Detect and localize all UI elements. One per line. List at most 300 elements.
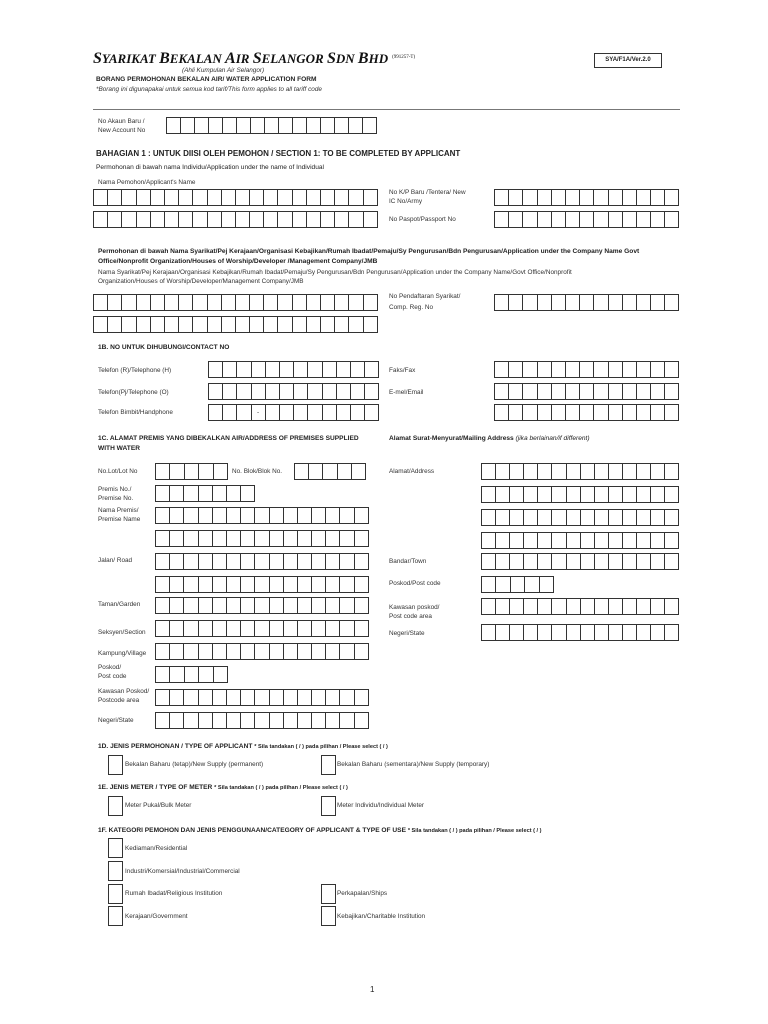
char-cell[interactable]: [298, 576, 312, 593]
char-cell[interactable]: [156, 712, 170, 729]
premise-no-boxes[interactable]: [155, 485, 255, 502]
char-cell[interactable]: [307, 294, 321, 311]
char-cell[interactable]: [284, 712, 298, 729]
char-cell[interactable]: [651, 553, 665, 570]
char-cell[interactable]: [651, 509, 665, 526]
char-cell[interactable]: [266, 361, 280, 378]
char-cell[interactable]: [665, 624, 679, 641]
char-cell[interactable]: [524, 509, 538, 526]
char-cell[interactable]: [199, 463, 213, 480]
char-cell[interactable]: [495, 404, 509, 421]
char-cell[interactable]: [495, 211, 509, 228]
char-cell[interactable]: [321, 117, 335, 134]
char-cell[interactable]: [496, 532, 510, 549]
section-row-1[interactable]: [155, 620, 369, 637]
char-cell[interactable]: [270, 507, 284, 524]
char-cell[interactable]: [609, 404, 623, 421]
char-cell[interactable]: [279, 117, 293, 134]
char-cell[interactable]: [250, 211, 264, 228]
char-cell[interactable]: [651, 383, 665, 400]
char-cell[interactable]: [594, 383, 608, 400]
char-cell[interactable]: [326, 597, 340, 614]
char-cell[interactable]: [510, 598, 524, 615]
char-cell[interactable]: [280, 361, 294, 378]
char-cell[interactable]: [340, 643, 354, 660]
tel-home-boxes[interactable]: [208, 361, 379, 378]
char-cell[interactable]: [137, 294, 151, 311]
char-cell[interactable]: [496, 553, 510, 570]
char-cell[interactable]: [184, 712, 198, 729]
char-cell[interactable]: [321, 189, 335, 206]
char-cell[interactable]: [293, 294, 307, 311]
char-cell[interactable]: [255, 643, 269, 660]
char-cell[interactable]: [294, 361, 308, 378]
char-cell[interactable]: [340, 507, 354, 524]
char-cell[interactable]: [264, 189, 278, 206]
char-cell[interactable]: [665, 532, 679, 549]
char-cell[interactable]: [482, 624, 496, 641]
email-row-2[interactable]: [494, 404, 679, 421]
char-cell[interactable]: [637, 532, 651, 549]
char-cell[interactable]: [364, 211, 378, 228]
char-cell[interactable]: [151, 316, 165, 333]
char-cell[interactable]: [594, 211, 608, 228]
char-cell[interactable]: [637, 189, 651, 206]
ic-no-boxes[interactable]: [494, 189, 679, 206]
char-cell[interactable]: [308, 404, 322, 421]
char-cell[interactable]: [651, 404, 665, 421]
char-cell[interactable]: [295, 463, 309, 480]
char-cell[interactable]: [566, 404, 580, 421]
mailing-address-row-1[interactable]: [481, 463, 679, 480]
email-row-1[interactable]: [494, 383, 679, 400]
char-cell[interactable]: [137, 316, 151, 333]
char-cell[interactable]: [326, 576, 340, 593]
char-cell[interactable]: [509, 361, 523, 378]
char-cell[interactable]: [623, 509, 637, 526]
char-cell[interactable]: [236, 294, 250, 311]
individual-meter-checkbox[interactable]: [321, 796, 336, 816]
char-cell[interactable]: [335, 117, 349, 134]
char-cell[interactable]: [637, 294, 651, 311]
char-cell[interactable]: [665, 361, 679, 378]
char-cell[interactable]: [637, 211, 651, 228]
char-cell[interactable]: [580, 294, 594, 311]
char-cell[interactable]: [294, 404, 308, 421]
char-cell[interactable]: [199, 553, 213, 570]
char-cell[interactable]: [270, 643, 284, 660]
char-cell[interactable]: [284, 620, 298, 637]
char-cell[interactable]: [580, 361, 594, 378]
char-cell[interactable]: [278, 211, 292, 228]
lot-no-boxes[interactable]: [155, 463, 228, 480]
char-cell[interactable]: [595, 553, 609, 570]
char-cell[interactable]: [623, 486, 637, 503]
char-cell[interactable]: [241, 507, 255, 524]
char-cell[interactable]: [156, 643, 170, 660]
char-cell[interactable]: [482, 553, 496, 570]
char-cell[interactable]: [338, 463, 352, 480]
char-cell[interactable]: [637, 598, 651, 615]
char-cell[interactable]: [351, 383, 365, 400]
char-cell[interactable]: [241, 620, 255, 637]
char-cell[interactable]: [538, 598, 552, 615]
mailing-address-row-2[interactable]: [481, 486, 679, 503]
char-cell[interactable]: [495, 294, 509, 311]
char-cell[interactable]: [184, 576, 198, 593]
char-cell[interactable]: [580, 404, 594, 421]
char-cell[interactable]: [179, 316, 193, 333]
char-cell[interactable]: [227, 620, 241, 637]
char-cell[interactable]: [278, 316, 292, 333]
char-cell[interactable]: [623, 624, 637, 641]
char-cell[interactable]: [552, 486, 566, 503]
char-cell[interactable]: [510, 509, 524, 526]
char-cell[interactable]: [335, 211, 349, 228]
char-cell[interactable]: [293, 316, 307, 333]
char-cell[interactable]: [326, 712, 340, 729]
char-cell[interactable]: [222, 316, 236, 333]
postcode-area-boxes[interactable]: [155, 689, 369, 706]
char-cell[interactable]: [496, 598, 510, 615]
char-cell[interactable]: [298, 530, 312, 547]
char-cell[interactable]: [538, 383, 552, 400]
road-row-1[interactable]: [155, 553, 369, 570]
char-cell[interactable]: [326, 553, 340, 570]
char-cell[interactable]: [308, 361, 322, 378]
char-cell[interactable]: [364, 189, 378, 206]
char-cell[interactable]: [609, 294, 623, 311]
char-cell[interactable]: [321, 211, 335, 228]
char-cell[interactable]: [108, 294, 122, 311]
char-cell[interactable]: [184, 507, 198, 524]
char-cell[interactable]: [312, 689, 326, 706]
char-cell[interactable]: [193, 189, 207, 206]
mailing-town-boxes[interactable]: [481, 553, 679, 570]
char-cell[interactable]: [236, 316, 250, 333]
char-cell[interactable]: [270, 620, 284, 637]
char-cell[interactable]: [255, 507, 269, 524]
char-cell[interactable]: [179, 211, 193, 228]
char-cell[interactable]: [665, 598, 679, 615]
char-cell[interactable]: [523, 189, 537, 206]
char-cell[interactable]: [349, 316, 363, 333]
char-cell[interactable]: [552, 553, 566, 570]
char-cell[interactable]: [227, 530, 241, 547]
char-cell[interactable]: [208, 211, 222, 228]
char-cell[interactable]: [241, 553, 255, 570]
char-cell[interactable]: [496, 624, 510, 641]
ships-checkbox[interactable]: [321, 884, 336, 904]
char-cell[interactable]: [213, 597, 227, 614]
char-cell[interactable]: [665, 509, 679, 526]
char-cell[interactable]: [181, 117, 195, 134]
premise-name-row-1[interactable]: [155, 507, 369, 524]
char-cell[interactable]: [538, 553, 552, 570]
char-cell[interactable]: [509, 294, 523, 311]
char-cell[interactable]: [637, 624, 651, 641]
char-cell[interactable]: [340, 576, 354, 593]
char-cell[interactable]: [637, 383, 651, 400]
char-cell[interactable]: [193, 294, 207, 311]
char-cell[interactable]: [255, 712, 269, 729]
char-cell[interactable]: [349, 211, 363, 228]
mailing-address-row-3[interactable]: [481, 509, 679, 526]
char-cell[interactable]: [340, 553, 354, 570]
char-cell[interactable]: [208, 316, 222, 333]
char-cell[interactable]: [237, 383, 251, 400]
char-cell[interactable]: [365, 383, 379, 400]
char-cell[interactable]: [524, 553, 538, 570]
char-cell[interactable]: [255, 576, 269, 593]
char-cell[interactable]: [510, 486, 524, 503]
char-cell[interactable]: [665, 553, 679, 570]
char-cell[interactable]: [524, 624, 538, 641]
char-cell[interactable]: [312, 576, 326, 593]
char-cell[interactable]: [156, 576, 170, 593]
char-cell[interactable]: [199, 666, 213, 683]
char-cell[interactable]: [340, 689, 354, 706]
char-cell[interactable]: [237, 404, 251, 421]
char-cell[interactable]: [594, 294, 608, 311]
char-cell[interactable]: [623, 598, 637, 615]
char-cell[interactable]: [94, 189, 108, 206]
char-cell[interactable]: [567, 553, 581, 570]
applicant-name-row-2[interactable]: [93, 211, 378, 228]
char-cell[interactable]: [538, 361, 552, 378]
char-cell[interactable]: [199, 576, 213, 593]
char-cell[interactable]: [637, 463, 651, 480]
char-cell[interactable]: [365, 404, 379, 421]
char-cell[interactable]: [538, 463, 552, 480]
char-cell[interactable]: [326, 643, 340, 660]
char-cell[interactable]: [340, 597, 354, 614]
char-cell[interactable]: [156, 689, 170, 706]
char-cell[interactable]: [323, 463, 337, 480]
handphone-boxes[interactable]: [208, 404, 379, 421]
char-cell[interactable]: [284, 553, 298, 570]
char-cell[interactable]: [223, 383, 237, 400]
char-cell[interactable]: [108, 316, 122, 333]
char-cell[interactable]: [284, 689, 298, 706]
char-cell[interactable]: [255, 530, 269, 547]
char-cell[interactable]: [595, 624, 609, 641]
char-cell[interactable]: [623, 189, 637, 206]
mailing-area-boxes[interactable]: [481, 598, 679, 615]
char-cell[interactable]: [170, 643, 184, 660]
char-cell[interactable]: [307, 117, 321, 134]
char-cell[interactable]: [236, 189, 250, 206]
char-cell[interactable]: [665, 463, 679, 480]
char-cell[interactable]: [326, 689, 340, 706]
char-cell[interactable]: [307, 189, 321, 206]
char-cell[interactable]: [609, 463, 623, 480]
char-cell[interactable]: [156, 530, 170, 547]
char-cell[interactable]: [323, 361, 337, 378]
char-cell[interactable]: [309, 463, 323, 480]
char-cell[interactable]: [495, 189, 509, 206]
char-cell[interactable]: [108, 189, 122, 206]
char-cell[interactable]: [170, 463, 184, 480]
char-cell[interactable]: [122, 294, 136, 311]
char-cell[interactable]: [623, 404, 637, 421]
charitable-checkbox[interactable]: [321, 906, 336, 926]
char-cell[interactable]: [623, 553, 637, 570]
char-cell[interactable]: [509, 383, 523, 400]
char-cell[interactable]: [241, 643, 255, 660]
char-cell[interactable]: [321, 294, 335, 311]
residential-checkbox[interactable]: [108, 838, 123, 858]
char-cell[interactable]: [482, 598, 496, 615]
char-cell[interactable]: [651, 294, 665, 311]
char-cell[interactable]: [312, 712, 326, 729]
char-cell[interactable]: [193, 316, 207, 333]
char-cell[interactable]: [651, 532, 665, 549]
char-cell[interactable]: [337, 383, 351, 400]
char-cell[interactable]: [184, 597, 198, 614]
char-cell[interactable]: [255, 620, 269, 637]
char-cell[interactable]: [552, 404, 566, 421]
char-cell[interactable]: [355, 712, 369, 729]
char-cell[interactable]: [609, 598, 623, 615]
char-cell[interactable]: [581, 532, 595, 549]
char-cell[interactable]: [293, 117, 307, 134]
tel-office-boxes[interactable]: [208, 383, 379, 400]
char-cell[interactable]: [623, 211, 637, 228]
char-cell[interactable]: [284, 597, 298, 614]
char-cell[interactable]: [552, 509, 566, 526]
char-cell[interactable]: [567, 463, 581, 480]
char-cell[interactable]: [566, 361, 580, 378]
char-cell[interactable]: [623, 463, 637, 480]
char-cell[interactable]: [525, 576, 539, 593]
char-cell[interactable]: [312, 507, 326, 524]
char-cell[interactable]: [151, 211, 165, 228]
char-cell[interactable]: [184, 530, 198, 547]
char-cell[interactable]: [651, 463, 665, 480]
char-cell[interactable]: [594, 404, 608, 421]
char-cell[interactable]: [523, 294, 537, 311]
char-cell[interactable]: [137, 189, 151, 206]
char-cell[interactable]: [609, 211, 623, 228]
char-cell[interactable]: [255, 689, 269, 706]
char-cell[interactable]: [509, 404, 523, 421]
bulk-meter-checkbox[interactable]: [108, 796, 123, 816]
char-cell[interactable]: [94, 211, 108, 228]
char-cell[interactable]: [227, 507, 241, 524]
char-cell[interactable]: [250, 189, 264, 206]
char-cell[interactable]: [308, 383, 322, 400]
char-cell[interactable]: [651, 624, 665, 641]
char-cell[interactable]: [298, 507, 312, 524]
char-cell[interactable]: [580, 189, 594, 206]
char-cell[interactable]: [496, 463, 510, 480]
char-cell[interactable]: [651, 598, 665, 615]
char-cell[interactable]: [195, 117, 209, 134]
char-cell[interactable]: [213, 576, 227, 593]
char-cell[interactable]: [567, 486, 581, 503]
char-cell[interactable]: [340, 530, 354, 547]
char-cell[interactable]: [170, 620, 184, 637]
char-cell[interactable]: [170, 553, 184, 570]
char-cell[interactable]: [623, 294, 637, 311]
char-cell[interactable]: [524, 598, 538, 615]
char-cell[interactable]: [165, 211, 179, 228]
char-cell[interactable]: [323, 404, 337, 421]
char-cell[interactable]: [209, 404, 223, 421]
char-cell[interactable]: [609, 189, 623, 206]
char-cell[interactable]: [255, 597, 269, 614]
char-cell[interactable]: [580, 383, 594, 400]
char-cell[interactable]: [170, 712, 184, 729]
char-cell[interactable]: [250, 294, 264, 311]
char-cell[interactable]: [355, 553, 369, 570]
char-cell[interactable]: [179, 189, 193, 206]
char-cell[interactable]: [156, 553, 170, 570]
char-cell[interactable]: [208, 294, 222, 311]
char-cell[interactable]: [581, 553, 595, 570]
char-cell[interactable]: [321, 316, 335, 333]
char-cell[interactable]: [538, 211, 552, 228]
char-cell[interactable]: [298, 620, 312, 637]
char-cell[interactable]: [156, 507, 170, 524]
mailing-address-row-4[interactable]: [481, 532, 679, 549]
block-no-boxes[interactable]: [294, 463, 366, 480]
char-cell[interactable]: [496, 486, 510, 503]
char-cell[interactable]: [278, 189, 292, 206]
char-cell[interactable]: [170, 507, 184, 524]
char-cell[interactable]: [170, 530, 184, 547]
char-cell[interactable]: [552, 211, 566, 228]
char-cell[interactable]: [214, 463, 228, 480]
passport-no-boxes[interactable]: [494, 211, 679, 228]
char-cell[interactable]: [227, 485, 241, 502]
char-cell[interactable]: [349, 294, 363, 311]
char-cell[interactable]: [651, 486, 665, 503]
company-name-row-2[interactable]: [93, 316, 378, 333]
char-cell[interactable]: [552, 463, 566, 480]
char-cell[interactable]: [251, 117, 265, 134]
char-cell[interactable]: [199, 689, 213, 706]
char-cell[interactable]: [264, 316, 278, 333]
char-cell[interactable]: [524, 486, 538, 503]
char-cell[interactable]: [241, 530, 255, 547]
char-cell[interactable]: [510, 463, 524, 480]
char-cell[interactable]: [665, 189, 679, 206]
char-cell[interactable]: [227, 597, 241, 614]
char-cell[interactable]: [510, 532, 524, 549]
char-cell[interactable]: [137, 211, 151, 228]
char-cell[interactable]: [509, 189, 523, 206]
char-cell[interactable]: [595, 598, 609, 615]
char-cell[interactable]: [227, 712, 241, 729]
char-cell[interactable]: [538, 624, 552, 641]
char-cell[interactable]: [222, 211, 236, 228]
char-cell[interactable]: [552, 598, 566, 615]
char-cell[interactable]: [349, 117, 363, 134]
char-cell[interactable]: [184, 485, 198, 502]
state-boxes[interactable]: [155, 712, 369, 729]
char-cell[interactable]: [637, 361, 651, 378]
char-cell[interactable]: [213, 643, 227, 660]
char-cell[interactable]: [312, 620, 326, 637]
new-supply-permanent-checkbox[interactable]: [108, 755, 123, 775]
char-cell[interactable]: [482, 532, 496, 549]
char-cell[interactable]: [241, 712, 255, 729]
char-cell[interactable]: [170, 597, 184, 614]
char-cell[interactable]: [213, 689, 227, 706]
section-row-2[interactable]: [155, 643, 369, 660]
